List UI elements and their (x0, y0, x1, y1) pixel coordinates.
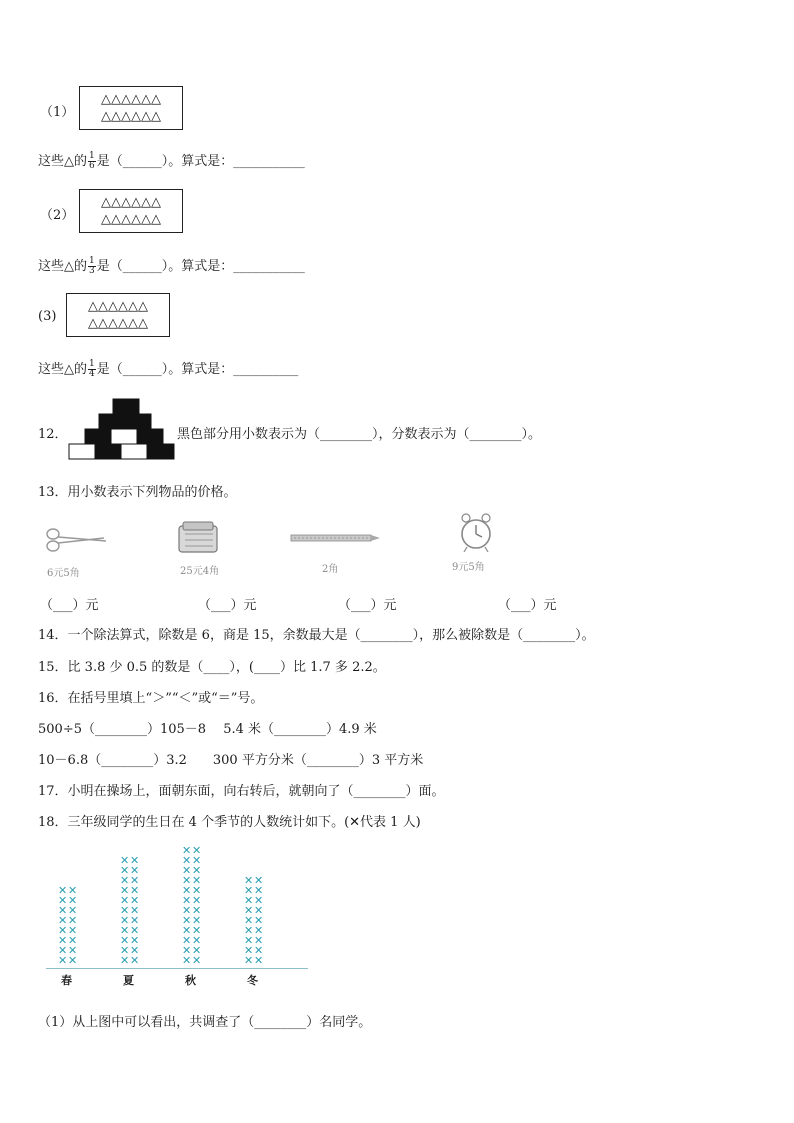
q16-line2: 10－6.8（________）3.2 300 平方分米（________）3 平方米 (38, 753, 424, 768)
scissors-icon (44, 526, 110, 554)
pictograph-mark: ✕ (192, 944, 202, 957)
pictograph-mark: ✕ (182, 894, 192, 907)
q11-part2-label: （2） (40, 208, 75, 223)
block-staircase-figure (68, 398, 176, 460)
pictograph-mark: ✕ (120, 874, 130, 887)
pictograph-mark: ✕ (254, 924, 264, 937)
triangle-box-3 (66, 293, 170, 337)
formula-line[interactable]: ___________ (233, 154, 305, 169)
pictograph-mark: ✕ (192, 904, 202, 917)
pictograph-mark: ✕ (192, 914, 202, 927)
q16-title: 16．在括号里填上“＞”“＜”或“＝”号。 (38, 691, 264, 706)
pictograph-mark: ✕ (254, 884, 264, 897)
pictograph-mark: ✕ (254, 954, 264, 967)
pictograph-mark: ✕ (58, 944, 68, 957)
q18-sub1: （1）从上图中可以看出，共调查了（________）名同学。 (38, 1015, 372, 1030)
formula-line[interactable]: __________ (233, 362, 299, 377)
pictograph-mark: ✕ (58, 924, 68, 937)
pictograph-mark: ✕ (68, 904, 78, 917)
birthday-season-pictograph (40, 840, 310, 990)
pictograph-mark: ✕ (120, 884, 130, 897)
q11-part3-question: 这些△的 $\frac{1}{4}$ 是（______）。算式是：__________ (38, 359, 299, 379)
pictograph-mark: ✕ (120, 894, 130, 907)
q13-title: 13．用小数表示下列物品的价格。 (38, 485, 237, 500)
fraction-one-sixth: $\frac{1}{6}$ (89, 151, 95, 171)
pictograph-mark: ✕ (120, 854, 130, 867)
pictograph-mark: ✕ (254, 914, 264, 927)
q13-answer-2[interactable]: （___）元 (198, 598, 257, 613)
pictograph-mark: ✕ (254, 904, 264, 917)
pictograph-mark: ✕ (68, 924, 78, 937)
answer-blank[interactable]: ______ (122, 362, 162, 377)
pictograph-mark: ✕ (244, 924, 254, 937)
triangle-row: △△△△△△ (101, 212, 161, 227)
season-label: 春 (61, 974, 72, 987)
pictograph-mark: ✕ (182, 934, 192, 947)
triangle-row: △△△△△△ (101, 109, 161, 124)
triangle-box-1 (79, 86, 183, 130)
pictograph-mark: ✕ (182, 864, 192, 877)
answer-blank[interactable]: ______ (122, 259, 162, 274)
answer-blank[interactable]: ______ (122, 154, 162, 169)
pictograph-mark: ✕ (130, 944, 140, 957)
pictograph-mark: ✕ (254, 894, 264, 907)
pictograph-mark: ✕ (244, 884, 254, 897)
q11-part1-label: （1） (40, 105, 75, 120)
pictograph-mark: ✕ (120, 914, 130, 927)
pictograph-mark: ✕ (58, 934, 68, 947)
pictograph-mark: ✕ (244, 944, 254, 957)
pictograph-mark: ✕ (68, 894, 78, 907)
formula-line[interactable]: ___________ (233, 259, 305, 274)
fraction-one-fourth: $\frac{1}{4}$ (89, 359, 95, 379)
triangle-row: △△△△△△ (101, 92, 161, 107)
pictograph-mark: ✕ (120, 864, 130, 877)
season-label: 秋 (185, 974, 196, 987)
pictograph-mark: ✕ (192, 924, 202, 937)
pictograph-mark: ✕ (68, 934, 78, 947)
pictograph-mark: ✕ (68, 884, 78, 897)
price-pencil-case: 25元4角 (180, 566, 220, 577)
pictograph-mark: ✕ (58, 904, 68, 917)
pictograph-mark: ✕ (254, 944, 264, 957)
pictograph-mark: ✕ (120, 904, 130, 917)
pictograph-mark: ✕ (244, 874, 254, 887)
chart-axis-line (46, 968, 308, 969)
pictograph-mark: ✕ (182, 944, 192, 957)
pictograph-mark: ✕ (244, 954, 254, 967)
q13-answer-4[interactable]: （___）元 (498, 598, 557, 613)
q11-part1-question: 这些△的 $\frac{1}{6}$ 是（______）。算式是：___________ (38, 151, 305, 171)
pictograph-mark: ✕ (130, 894, 140, 907)
price-scissors: 6元5角 (47, 568, 80, 579)
pictograph-mark: ✕ (130, 864, 140, 877)
pictograph-mark: ✕ (192, 934, 202, 947)
pictograph-mark: ✕ (244, 904, 254, 917)
season-label: 夏 (123, 974, 134, 987)
pictograph-mark: ✕ (130, 934, 140, 947)
q16-line1: 500÷5（________）105－8 5.4 米（________）4.9 米 (38, 722, 377, 737)
q15-text: 15．比 3.8 少 0.5 的数是（____），(____）比 1.7 多 2.2。 (38, 660, 386, 675)
pictograph-mark: ✕ (244, 894, 254, 907)
pictograph-mark: ✕ (244, 914, 254, 927)
q12-text: 黑色部分用小数表示为（________），分数表示为（________）。 (177, 427, 542, 442)
pictograph-mark: ✕ (192, 894, 202, 907)
pictograph-mark: ✕ (58, 954, 68, 967)
pictograph-mark: ✕ (120, 934, 130, 947)
pictograph-mark: ✕ (182, 924, 192, 937)
pictograph-mark: ✕ (130, 914, 140, 927)
pictograph-mark: ✕ (58, 914, 68, 927)
triangle-row: △△△△△△ (88, 299, 148, 314)
pictograph-mark: ✕ (182, 854, 192, 867)
q18-title: 18．三年级同学的生日在 4 个季节的人数统计如下。(✕代表 1 人) (38, 815, 421, 830)
pictograph-mark: ✕ (182, 844, 192, 857)
pictograph-mark: ✕ (120, 924, 130, 937)
pencil-case-icon (177, 518, 221, 556)
season-label: 冬 (247, 974, 258, 987)
pictograph-mark: ✕ (130, 874, 140, 887)
pictograph-mark: ✕ (182, 954, 192, 967)
q13-answer-3[interactable]: （___）元 (338, 598, 397, 613)
alarm-clock-icon (458, 512, 494, 554)
pictograph-mark: ✕ (192, 954, 202, 967)
triangle-row: △△△△△△ (88, 316, 148, 331)
q17-text: 17．小明在操场上，面朝东面，向右转后，就朝向了（________）面。 (38, 784, 445, 799)
pictograph-mark: ✕ (192, 864, 202, 877)
pictograph-mark: ✕ (130, 954, 140, 967)
pictograph-mark: ✕ (68, 944, 78, 957)
pictograph-mark: ✕ (120, 944, 130, 957)
pictograph-mark: ✕ (130, 924, 140, 937)
q11-part3-label: (3) (38, 309, 57, 324)
q12-number: 12． (38, 427, 68, 442)
price-alarm-clock: 9元5角 (452, 562, 485, 573)
pictograph-mark: ✕ (192, 884, 202, 897)
pictograph-mark: ✕ (254, 874, 264, 887)
pictograph-mark: ✕ (182, 904, 192, 917)
pictograph-mark: ✕ (254, 934, 264, 947)
pictograph-mark: ✕ (192, 854, 202, 867)
pictograph-mark: ✕ (192, 844, 202, 857)
pictograph-mark: ✕ (58, 884, 68, 897)
pictograph-mark: ✕ (68, 914, 78, 927)
q13-answer-1[interactable]: （___）元 (40, 598, 99, 613)
pictograph-mark: ✕ (182, 874, 192, 887)
pictograph-mark: ✕ (68, 954, 78, 967)
pictograph-mark: ✕ (182, 884, 192, 897)
pictograph-mark: ✕ (130, 854, 140, 867)
pictograph-mark: ✕ (58, 894, 68, 907)
triangle-box-2 (79, 189, 183, 233)
fraction-one-third: $\frac{1}{3}$ (89, 256, 95, 276)
q11-part2-question: 这些△的 $\frac{1}{3}$ 是（______）。算式是：___________ (38, 256, 305, 276)
pictograph-mark: ✕ (244, 934, 254, 947)
pictograph-mark: ✕ (130, 884, 140, 897)
triangle-row: △△△△△△ (101, 195, 161, 210)
pencil-icon (290, 532, 382, 544)
pictograph-mark: ✕ (192, 874, 202, 887)
price-pencil: 2角 (322, 564, 339, 575)
q14-text: 14．一个除法算式，除数是 6，商是 15，余数最大是（________），那么被除数是（________）。 (38, 628, 595, 643)
pictograph-mark: ✕ (130, 904, 140, 917)
pictograph-mark: ✕ (120, 954, 130, 967)
pictograph-mark: ✕ (182, 914, 192, 927)
